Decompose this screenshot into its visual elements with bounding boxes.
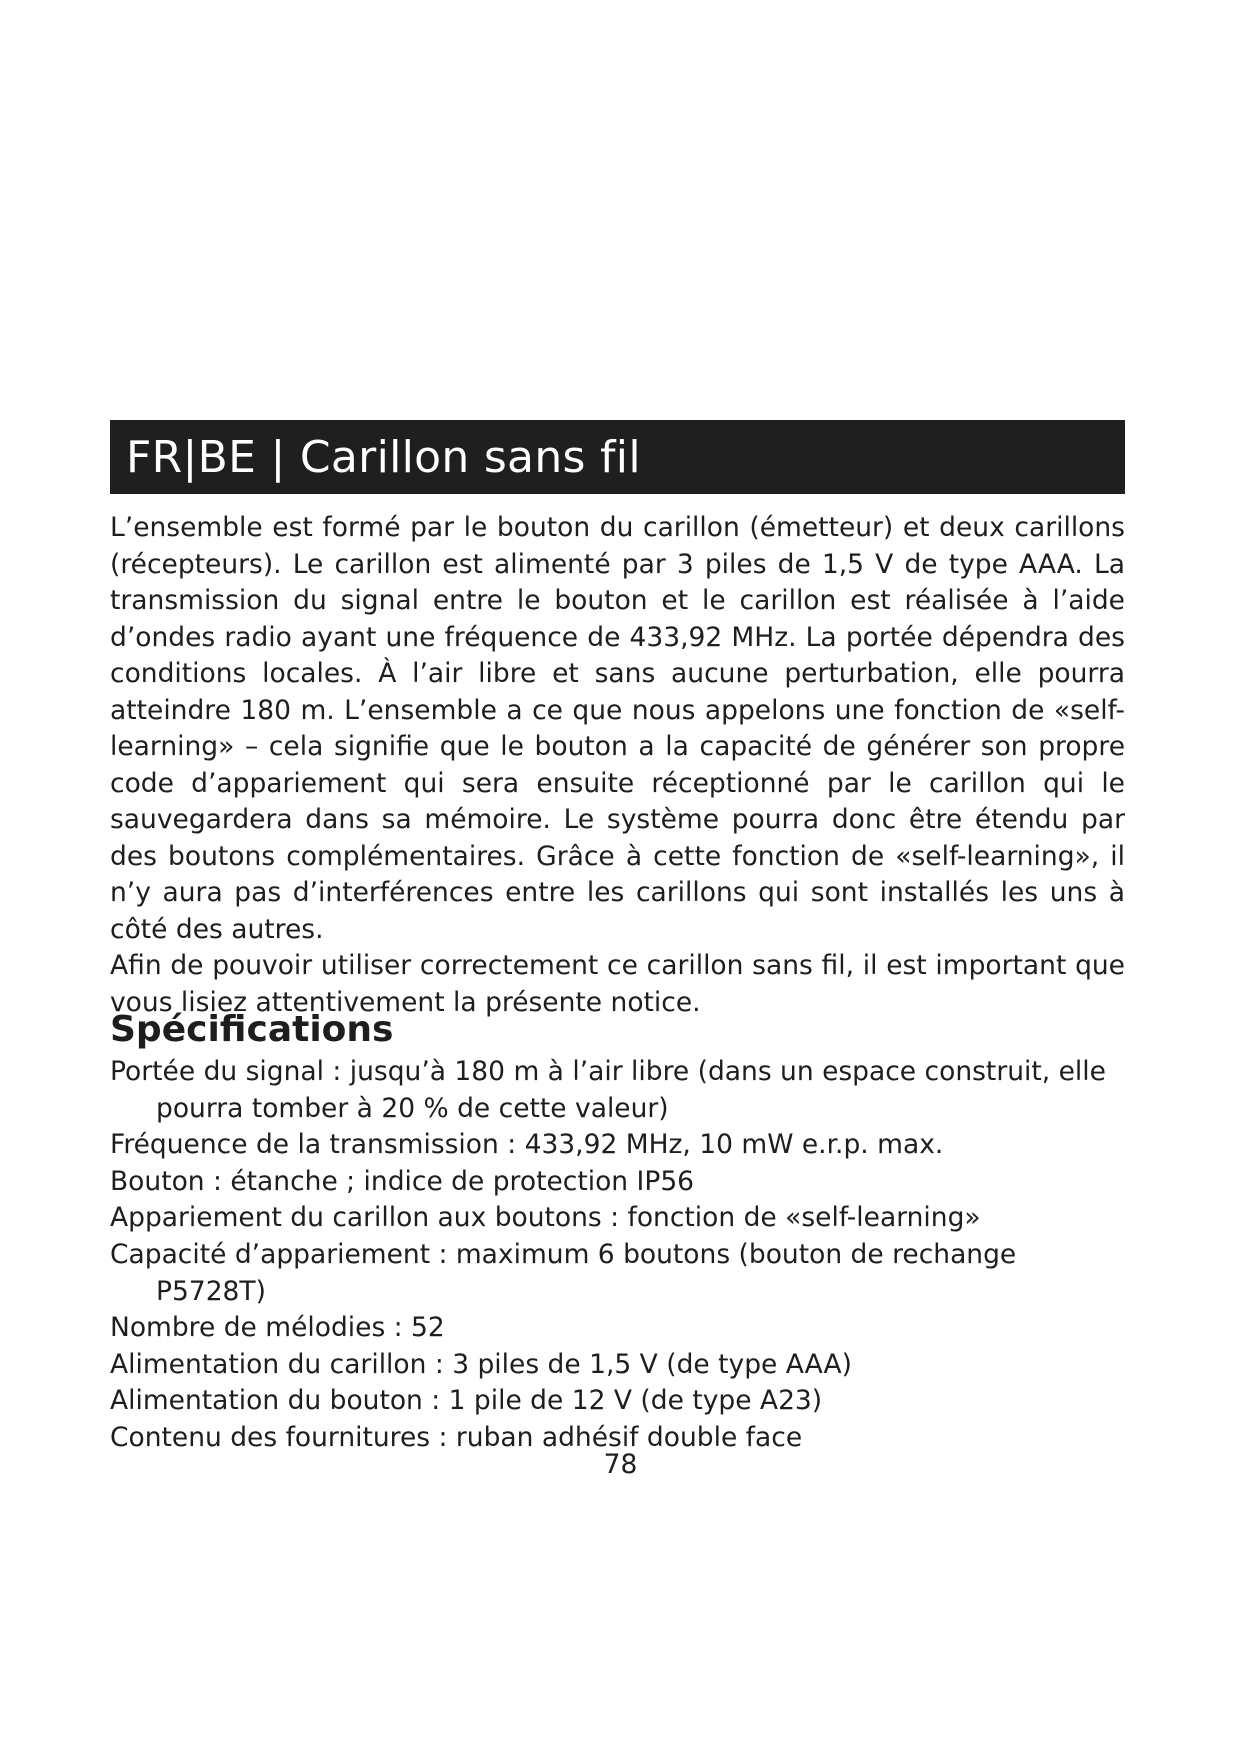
spec-item: Nombre de mélodies : 52 bbox=[110, 1312, 445, 1344]
specifications-heading: Spécifications bbox=[110, 1009, 394, 1050]
spec-item: Capacité d’appariement : maximum 6 boutons (bouton de rechange P5728T) bbox=[110, 1238, 1017, 1307]
intro-paragraph: L’ensemble est formé par le bouton du carillon (émetteur) et deux carillons (récepteurs). Le carillon est alimenté par 3 piles de 1,5 V de type AAA. La transmission du signal entre le bouton et le carillon est réalisée à l’aide d’ondes radio ayant une fréquence de 433,92 MHz. La portée dépendra des conditions locales. À l’air libre et sans aucune perturbation, elle pourra atteindre 180 m. L’ensemble a ce que nous appelons une fonction de «self-learning» – cela signifie que le bouton a la capacité de générer son propre code d’appariement qui sera ensuite réceptionné par le carillon qui le sauvegardera dans sa mémoire. Le système pourra donc être étendu par des boutons complémentaires. Grâce à cette fonction de «self-learning», il n’y aura pas d’interférences entre les carillons qui sont installés les uns à côté des autres. bbox=[110, 512, 1125, 945]
spec-item: Fréquence de la transmission : 433,92 MHz, 10 mW e.r.p. max. bbox=[110, 1129, 944, 1161]
intro-paragraph: Afin de pouvoir utiliser correctement ce carillon sans fil, il est important que vous lisiez attentivement la présente notice. bbox=[110, 950, 1125, 1018]
section-title-bar bbox=[110, 420, 1125, 494]
spec-item: Portée du signal : jusqu’à 180 m à l’air libre (dans un espace construit, elle pourra tomber à 20 % de cette valeur) bbox=[110, 1056, 1106, 1124]
spec-item: Alimentation du carillon : 3 piles de 1,5 V (de type AAA) bbox=[110, 1348, 852, 1380]
page-title: FR|BE | Carillon sans fil bbox=[126, 431, 641, 483]
spec-item: Contenu des fournitures : ruban adhésif double face bbox=[110, 1421, 803, 1453]
spec-item: Appariement du carillon aux boutons : fonction de «self-learning» bbox=[110, 1202, 981, 1234]
specifications-list bbox=[110, 1054, 1125, 1457]
spec-item: Alimentation du bouton : 1 pile de 12 V (de type A23) bbox=[110, 1385, 823, 1417]
spec-item: Bouton : étanche ; indice de protection IP56 bbox=[110, 1165, 695, 1197]
intro-text bbox=[110, 510, 1125, 1021]
page-number: 78 bbox=[603, 1449, 638, 1480]
